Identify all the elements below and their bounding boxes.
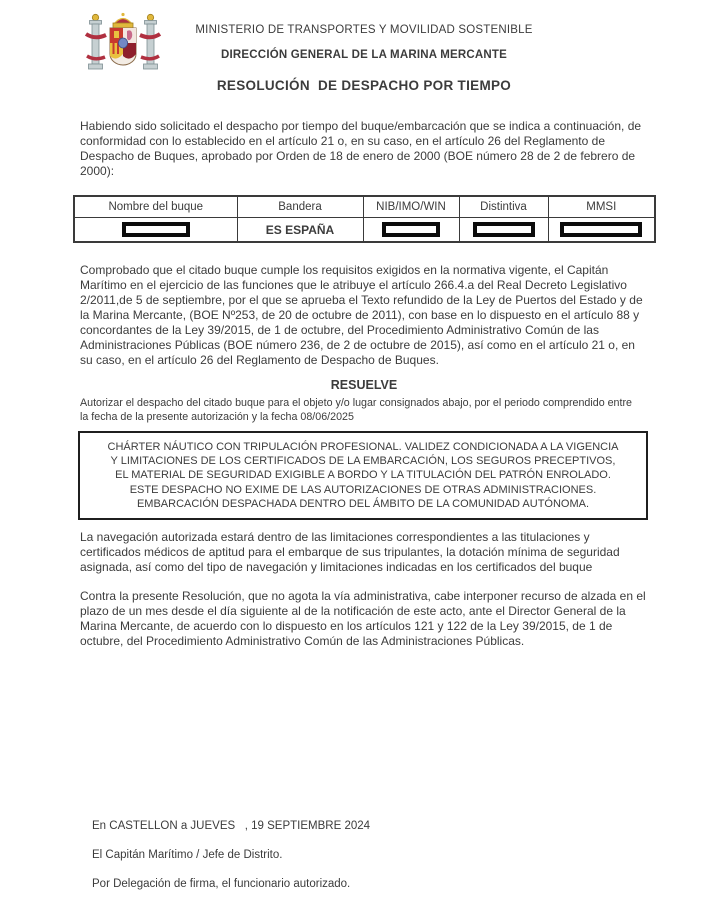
redaction-box [560,222,642,237]
directorate-name: DIRECCIÓN GENERAL DE LA MARINA MERCANTE [221,49,507,61]
redaction-box [473,222,535,237]
table-header-row [74,196,655,218]
cell-nib-imo-win [363,218,459,243]
redaction-box [382,222,440,237]
ship-details-table [73,195,656,243]
resolves-heading: RESUELVE [330,378,398,392]
col-header-bandera: Bandera [237,196,363,218]
paragraph-navigation-limits: La navegación autorizada estará dentro de las limitaciones correspondientes a las titulaciones y certificados médicos de aptitud para el embarque de sus tripulantes, la dotación mínima de seguridad asignada, así como del tipo de navegación y limitaciones indicadas en los certificados del buque [80,530,620,575]
cell-nombre-del-buque [74,218,237,243]
place-date-line: En CASTELLON a JUEVES , 19 SEPTIEMBRE 2024 [92,820,371,832]
col-header-mmsi: MMSI [548,196,655,218]
paragraph-intro: Habiendo sido solicitado el despacho por tiempo del buque/embarcación que se indica a continuación, de conformidad con lo establecido en el artículo 21 o, en su caso, en el artículo 26 del Reglamento de Despacho de Buques, aprobado por Orden de 18 de enero de 2000 (BOE número 28 de 2 de febrero de 2000): [80,119,642,178]
spain-coat-of-arms-icon [84,12,162,78]
document-header [80,24,648,93]
expiry-date: 08/06/2025 [300,410,354,423]
paragraph-appeal: Contra la presente Resolución, que no agota la vía administrativa, cabe interponer recurso de alzada en el plazo de un mes desde el día siguiente al de la notificación de este acto, ante el Director General de la Marina Mercante, de acuerdo con lo dispuesto en los artículos 121 y 122 de la Ley 39/2015, de 1 de octubre, del Procedimiento Administrativo Común de las Administraciones Públicas. [80,589,646,649]
document-title: RESOLUCIÓN DE DESPACHO POR TIEMPO [216,78,512,93]
col-header-distintiva: Distintiva [459,196,548,218]
paragraph-authorization [80,397,640,425]
cell-bandera: ES ESPAÑA [237,218,363,243]
delegation-line: Por Delegación de firma, el funcionario autorizado. [92,878,351,890]
cell-distintiva [459,218,548,243]
signatory-line: El Capitán Marítimo / Jefe de Distrito. [92,849,283,861]
ministry-name: MINISTERIO DE TRANSPORTES Y MOVILIDAD SOSTENIBLE [195,24,533,36]
table-row [74,218,655,243]
authorization-text: Autorizar el despacho del citado buque para el objeto y/o lugar consignados abajo, por el periodo comprendido entre la fecha de la presente autorización y la fecha [80,397,632,423]
col-header-nombre-del-buque: Nombre del buque [74,196,237,218]
redaction-box [122,222,190,237]
conditions-box: CHÁRTER NÁUTICO CON TRIPULACIÓN PROFESIONAL. VALIDEZ CONDICIONADA A LA VIGENCIA Y LIMITACIONES DE LOS CERTIFICADOS DE LA EMBARCACIÓN, LOS SEGUROS PRECEPTIVOS, EL MATERIAL DE SEGURIDAD EXIGIBLE A BORDO Y LA TITULACIÓN DEL PATRÓN ENROLADO. ESTE DESPACHO NO EXIME DE LAS AUTORIZACIONES DE OTRAS ADMINISTRACIONES. EMBARCACIÓN DESPACHADA DENTRO DEL ÁMBITO DE LA COMUNIDAD AUTÓNOMA. [78,431,648,520]
paragraph-verification: Comprobado que el citado buque cumple los requisitos exigidos en la normativa vigente, el Capitán Marítimo en el ejercicio de las funciones que le atribuye el artículo 266.4.a del Real Decreto Legislativo 2/2011,de 5 de septiembre, por el que se aprueba el Texto refundido de la Ley de Puertos del Estado y de la Marina Mercante, (BOE Nº253, de 20 de octubre de 2011), con base en lo dispuesto en el artículo 88 y concordantes de la Ley 39/2015, de 1 de octubre, del Procedimiento Administrativo Común de las Administraciones Públicas (BOE número 236, de 2 de octubre de 2015), así como en el artículo 21 o, en su caso, en el artículo 26 del Reglamento de Despacho de Buques. [80,263,643,367]
cell-mmsi [548,218,655,243]
col-header-nib-imo-win: NIB/IMO/WIN [363,196,459,218]
signature-block [92,820,370,890]
